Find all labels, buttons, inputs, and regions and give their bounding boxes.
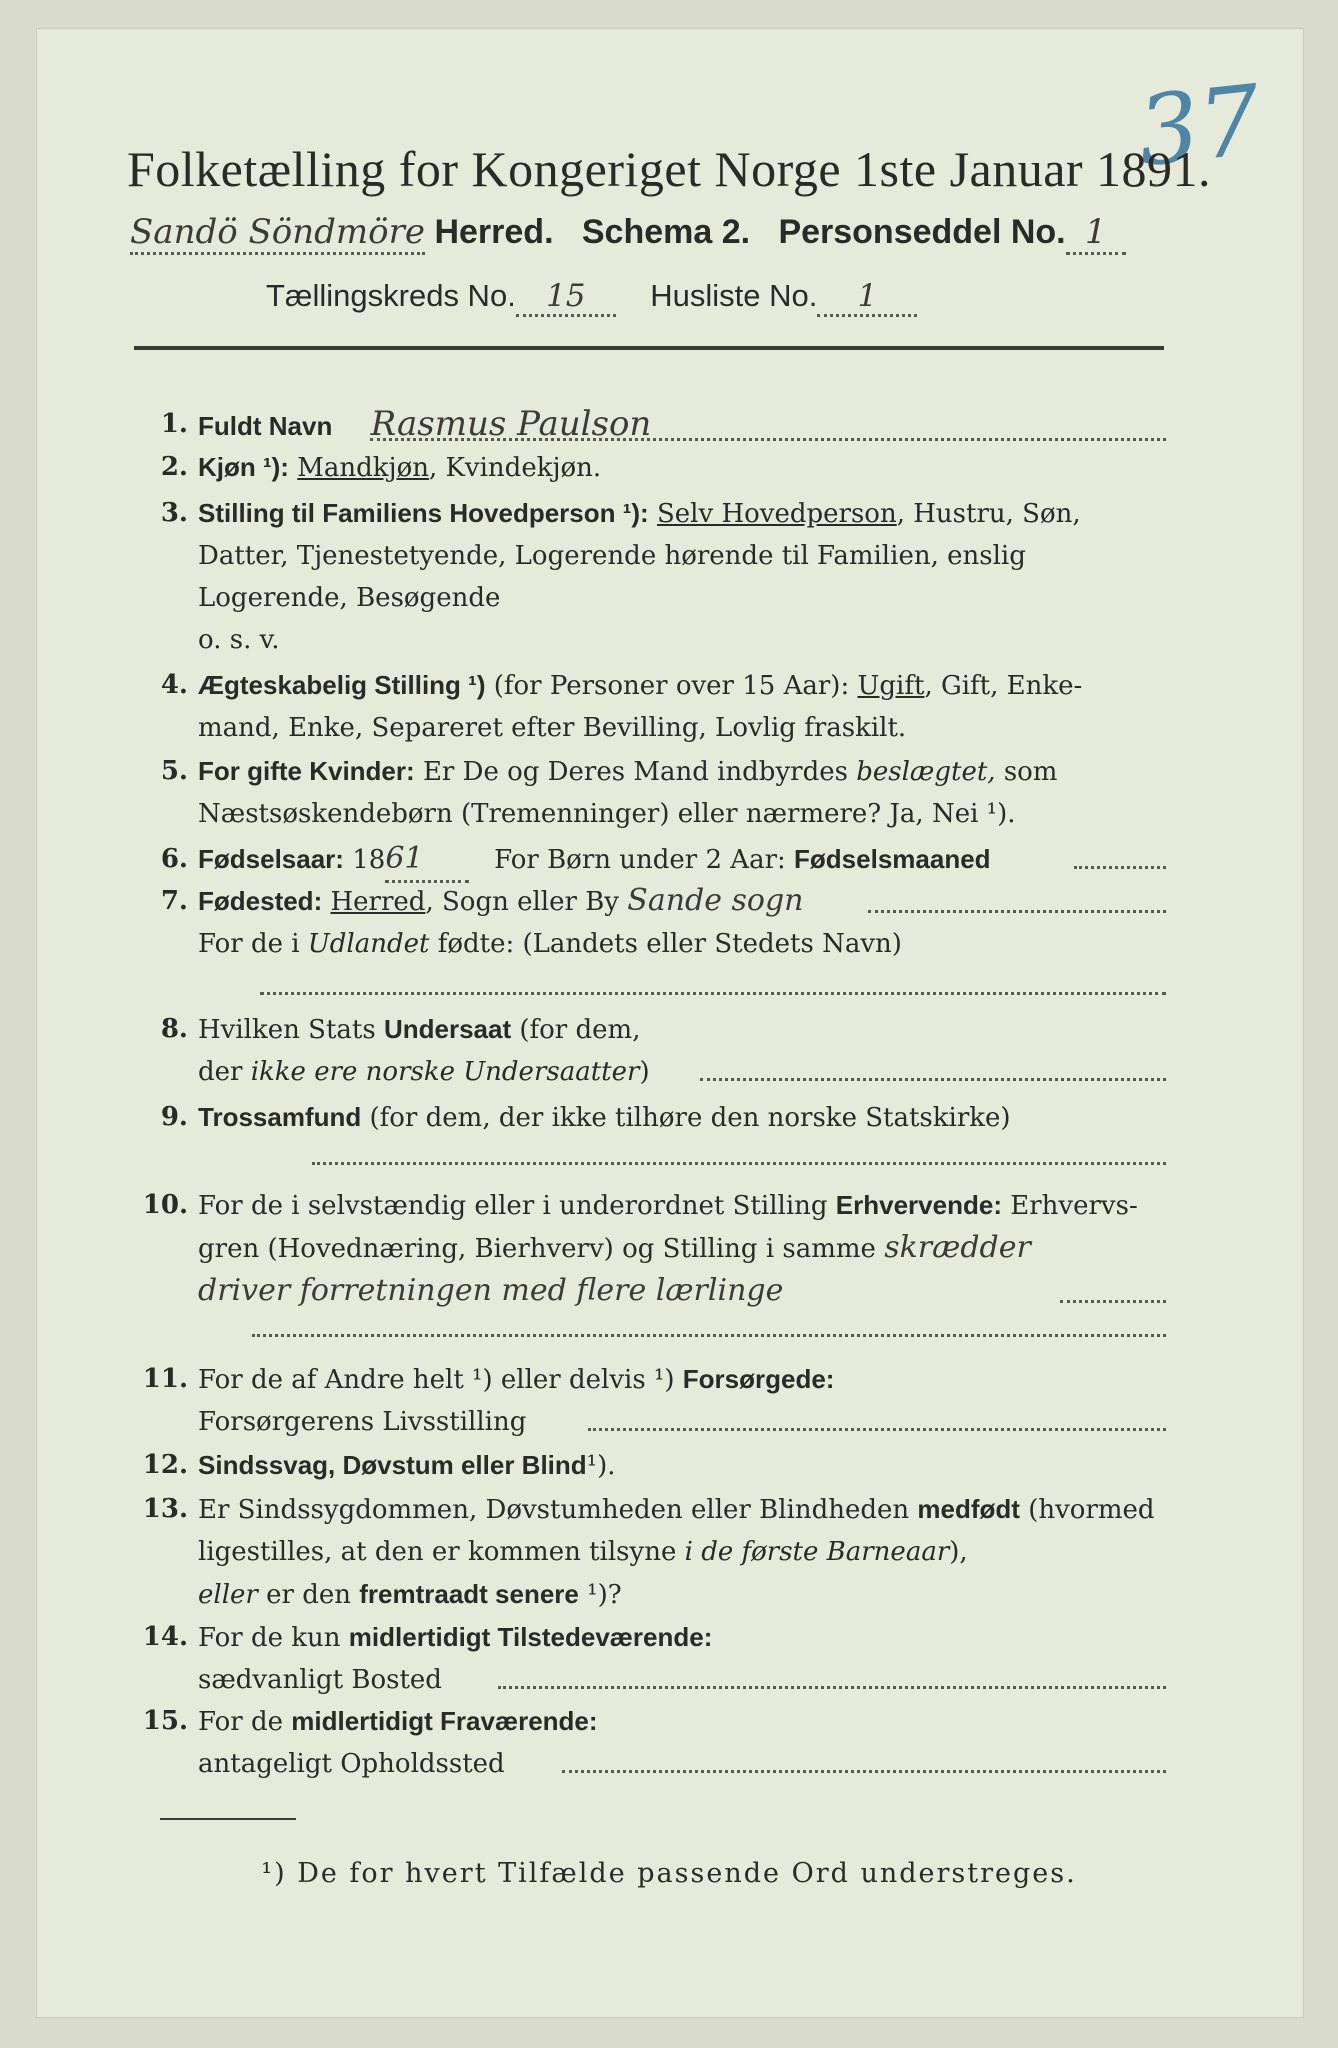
birth-year-prefix: 18: [352, 845, 386, 875]
item-number: 4.: [160, 670, 188, 700]
item-number: 3.: [160, 498, 188, 528]
kreds-value: 15: [516, 278, 616, 317]
item-text: Erhvervs-: [1010, 1191, 1138, 1221]
item-text: Er De og Deres Mand indbyrdes: [422, 757, 848, 787]
item-text-line: mand, Enke, Separeret efter Bevilling, Lovlig fraskilt.: [198, 713, 907, 743]
item-label: Undersaat: [383, 1014, 512, 1044]
selected-option: Herred: [330, 887, 426, 917]
footnote: ¹) De for hvert Tilfælde passende Ord understreges.: [261, 1858, 1077, 1889]
kreds-label: Tællingskreds No.: [266, 278, 516, 313]
item-number: 6.: [160, 844, 188, 874]
item-label: Stilling til Familiens Hovedperson ¹):: [198, 498, 649, 528]
archive-stamp-number: 37: [1132, 63, 1266, 189]
item-text: gren (Hovednæring, Bierhverv) og Stilling i samme: [198, 1234, 876, 1264]
item-label: Fuldt Navn: [198, 411, 333, 441]
item-number: 2.: [160, 452, 188, 482]
full-name-leader: [370, 438, 1166, 441]
item-text: fødte: (Landets eller Stedets Navn): [429, 929, 902, 959]
item-text: Hvilken Stats: [198, 1015, 376, 1045]
footnote-divider: [160, 1818, 296, 1820]
item-text-line: o. s. v.: [198, 625, 280, 655]
religion-leader: [312, 1162, 1166, 1165]
item-text: (hvormed: [1028, 1495, 1155, 1525]
occupation-leader-2: [252, 1334, 1166, 1337]
birthplace-value: Sande sogn: [627, 883, 804, 918]
item-number: 14.: [142, 1622, 188, 1652]
personseddel-label: Personseddel No.: [778, 213, 1066, 251]
item-text: ligestilles, at den er kommen tilsyne: [198, 1537, 685, 1567]
herred-label: Herred.: [434, 213, 554, 251]
option-mandkjon-selected: Mandkjøn: [297, 453, 429, 483]
item-number: 12.: [142, 1450, 188, 1480]
item-text: , Hustru, Søn,: [896, 499, 1081, 529]
item-number: 7.: [160, 886, 188, 916]
item-number: 1.: [160, 409, 188, 439]
item-text: (for Personer over 15 Aar):: [493, 671, 850, 701]
option-kvindekjon: , Kvindekjøn.: [428, 453, 602, 483]
item-text-line: Logerende, Besøgende: [198, 583, 501, 613]
item-text: ¹)?: [578, 1580, 622, 1610]
item-label: Forsørgede:: [682, 1364, 835, 1394]
herred-value: Sandö Söndmöre: [130, 212, 425, 255]
item-label: Erhvervende:: [835, 1190, 1002, 1220]
item-text-line: Datter, Tjenestetyende, Logerende hørende til Familien, enslig: [198, 541, 1026, 571]
item-text: For de af Andre helt ¹) eller delvis ¹): [198, 1365, 675, 1395]
personseddel-value: 1: [1066, 212, 1126, 255]
birth-year-value: 61: [385, 838, 469, 883]
item-text-italic: i de første Barneaar: [684, 1537, 950, 1567]
item-text: (for dem, der ikke tilhøre den norske Statskirke): [369, 1103, 1011, 1133]
schema-label: Schema 2.: [581, 213, 751, 251]
item-number: 11.: [142, 1364, 188, 1394]
item-label: Ægteskabelig Stilling ¹): [198, 670, 486, 700]
item-text: (for dem,: [519, 1015, 641, 1045]
occupation-value-line2: driver forretningen med flere lærlinge: [198, 1273, 784, 1308]
citizenship-leader: [700, 1078, 1166, 1081]
item-text: For de i selvstændig eller i underordnet Stilling: [198, 1191, 828, 1221]
item-label: Sindssvag, Døvstum eller Blind: [198, 1450, 587, 1480]
item-label: Kjøn ¹):: [198, 452, 289, 482]
form-title: Folketælling for Kongeriget Norge 1ste Januar 1891.: [126, 141, 1212, 197]
item-text: , Sogn eller By: [425, 887, 619, 917]
occupation-value-line1: skrædder: [884, 1230, 1031, 1265]
item-text: Er Sindssygdommen, Døvstumheden eller Blindheden: [198, 1495, 910, 1525]
item-text-italic: ikke ere norske Undersaatter: [250, 1057, 640, 1087]
item-text-italic: beslægtet,: [856, 757, 996, 787]
item-number: 8.: [160, 1014, 188, 1044]
item-text: ¹).: [586, 1451, 616, 1481]
item-text: For Børn under 2 Aar:: [494, 845, 786, 875]
item-number: 5.: [160, 756, 188, 786]
birthplace-leader: [868, 910, 1166, 913]
item-text: For de kun: [198, 1623, 341, 1653]
stay-place-leader: [562, 1770, 1166, 1773]
item-text: som: [1003, 757, 1058, 787]
item-text: der: [198, 1057, 251, 1087]
item-label: For gifte Kvinder:: [198, 756, 415, 786]
header-divider: [134, 346, 1164, 350]
item-label: Fødested:: [198, 886, 323, 916]
item-number: 13.: [142, 1494, 188, 1524]
item-text-italic: Udlandet: [307, 929, 430, 959]
item-text-line: Næstsøskendebørn (Tremenninger) eller nærmere? Ja, Nei ¹).: [198, 799, 1016, 829]
item-label: midlertidigt Tilstedeværende:: [348, 1622, 713, 1652]
full-name-value: Rasmus Paulson: [370, 404, 652, 444]
item-text: For de i: [198, 929, 308, 959]
item-label: medfødt: [917, 1494, 1020, 1524]
item-label: fremtraadt senere: [359, 1579, 579, 1609]
item-text: For de: [198, 1707, 283, 1737]
foreign-birthplace-leader: [260, 992, 1166, 995]
item-number: 9.: [160, 1102, 188, 1132]
item-text-line: antageligt Opholdssted: [198, 1749, 505, 1779]
item-text-line: Forsørgerens Livsstilling: [198, 1407, 527, 1437]
item-label: midlertidigt Fraværende:: [291, 1706, 598, 1736]
item-number: 10.: [142, 1190, 188, 1220]
husliste-value: 1: [817, 278, 917, 317]
item-label: Fødselsmaaned: [794, 844, 991, 874]
item-number: 15.: [142, 1706, 188, 1736]
kreds-row: [266, 278, 917, 317]
husliste-label: Husliste No.: [650, 278, 818, 313]
birth-month-leader: [1074, 866, 1166, 869]
herred-row: [130, 212, 1126, 255]
residence-leader: [498, 1686, 1166, 1689]
item-text-italic: eller: [198, 1580, 258, 1610]
item-label: Trossamfund: [198, 1102, 362, 1132]
item-text: ),: [949, 1537, 968, 1567]
selected-option: Ugift: [857, 671, 925, 701]
item-text-line: sædvanligt Bosted: [198, 1665, 442, 1695]
item-text: , Gift, Enke-: [924, 671, 1083, 701]
item-text: ): [639, 1057, 650, 1087]
provider-leader: [588, 1428, 1166, 1431]
selected-option: Selv Hovedperson: [656, 499, 897, 529]
item-label: Fødselsaar:: [198, 844, 344, 874]
occupation-leader-1: [1060, 1300, 1166, 1303]
item-text: er den: [257, 1580, 360, 1610]
